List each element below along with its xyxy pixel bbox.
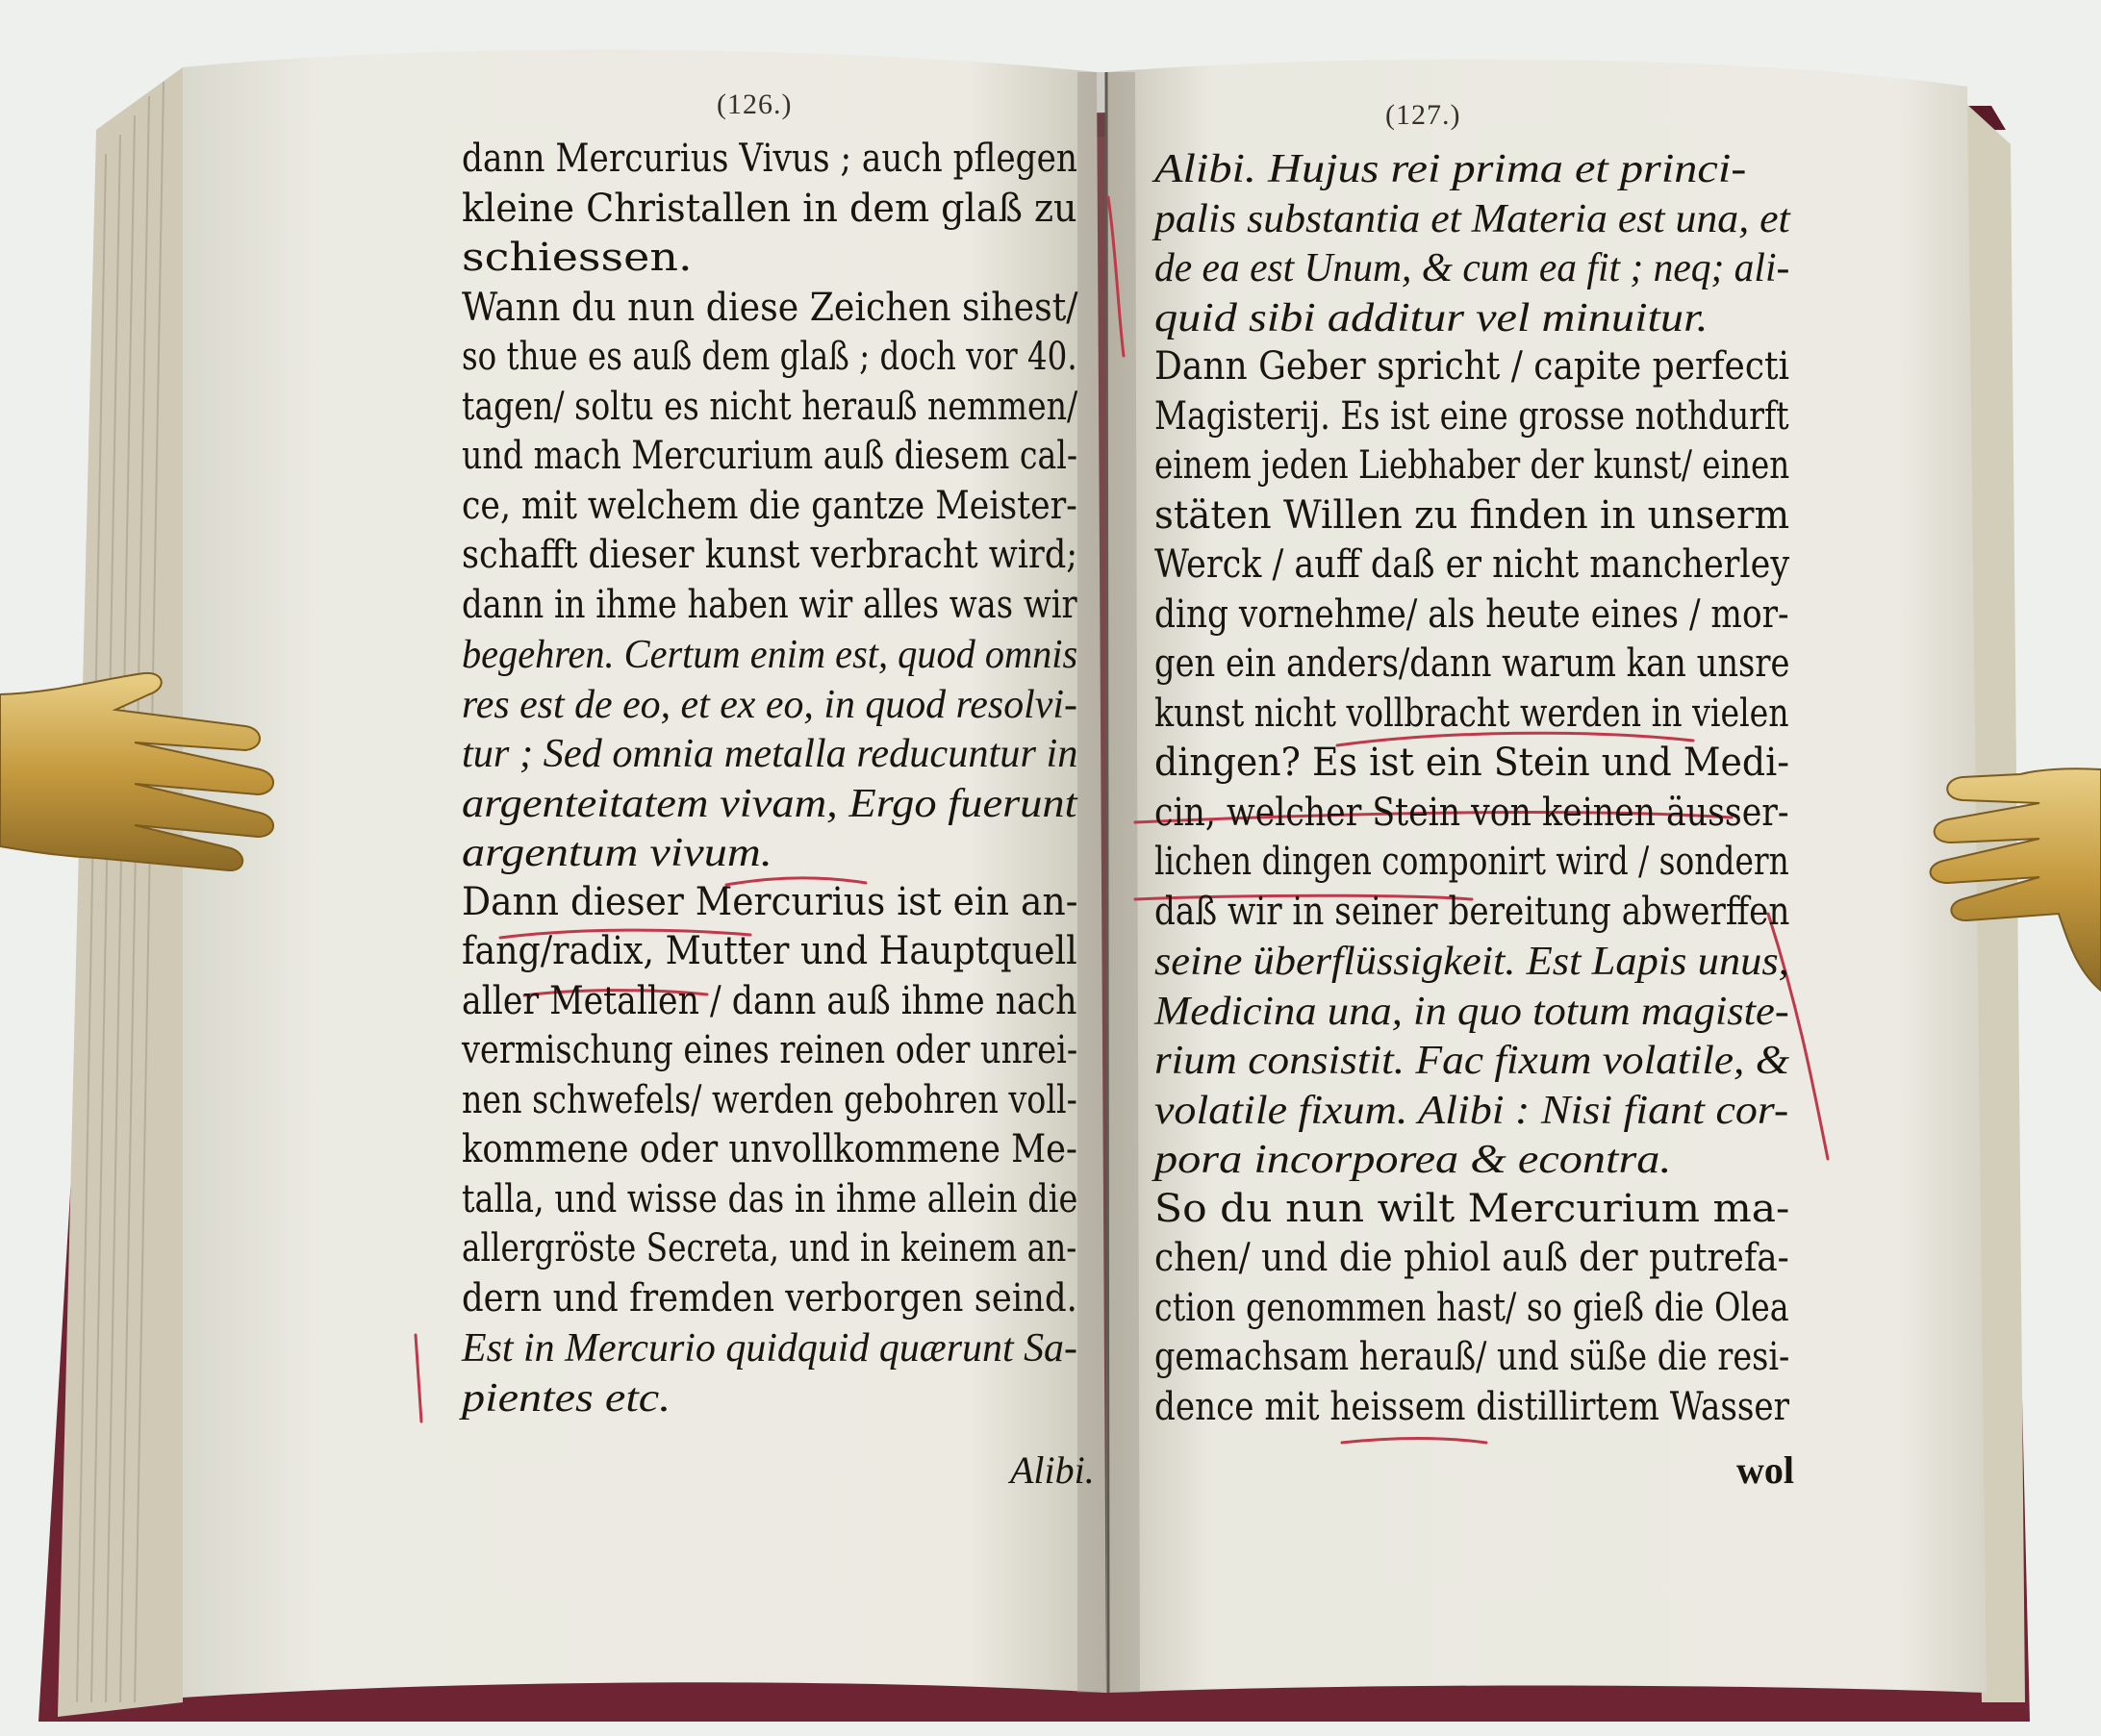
text-line: tagen/ soltu es nicht herauß nemmen/ [462,384,1078,429]
text-line: chen/ und die phiol auß der putrefa- [1154,1236,1789,1280]
text-line: talla, und wisse das in ihme allein die [462,1176,1078,1221]
text-line: dann in ihme haben wir alles was wir [462,582,1077,627]
text-line: quid sibi additur vel minuitur. [1154,295,1709,340]
text-line: begehren. Certum enim est, quod omnis [462,633,1078,677]
text-line: So du nun wilt Mercurium ma- [1154,1186,1790,1231]
text-line: vermischung eines reinen oder unrei- [462,1028,1078,1072]
text-line: tur ; Sed omnia metalla reducuntur in [462,732,1078,776]
text-line: und mach Mercurium auß diesem cal- [462,434,1078,478]
right-page [1106,0,2101,1736]
text-line: gemachsam herauß/ und süße die resi- [1154,1335,1790,1379]
text-line: argentum vivum. [462,831,772,875]
text-line: Dann dieser Mercurius ist ein an- [462,879,1078,924]
text-line: dence mit heissem distillirtem Wasser [1154,1384,1790,1429]
text-line: allergröste Secreta, und in keinem an- [462,1226,1077,1271]
text-line: so thue es auß dem glaß ; doch vor 40. [462,335,1077,379]
text-line: stäten Willen zu finden in unserm [1154,492,1790,538]
text-line: Dann Geber spricht / capite perfecti [1154,344,1790,389]
text-line: ction genommen hast/ so gieß die Olea [1154,1285,1789,1330]
text-line: cin, welcher Stein von keinen äusser- [1154,790,1789,835]
text-line: dern und fremden verborgen seind. [462,1275,1077,1321]
text-line: schiessen. [462,236,693,280]
text-line: kommene oder unvollkommene Me- [462,1127,1077,1171]
text-line: ce, mit welchem die gantze Meister- [462,483,1077,528]
text-line: pora incorporea & econtra. [1154,1138,1672,1182]
text-line: Alibi. Hujus rei prima et princi- [1154,147,1747,191]
text-line: Magisterij. Es ist eine grosse nothdurft [1154,393,1789,439]
text-line: dingen? Es ist ein Stein und Medi- [1154,741,1789,785]
text-line: nen schwefels/ werden gebohren voll- [462,1077,1077,1122]
text-line: kunst nicht vollbracht werden in vielen [1154,691,1789,736]
page-number-left: (126.) [717,88,793,120]
text-line: schafft dieser kunst verbracht wird; [462,533,1078,577]
text-line: seine überflüssigkeit. Est Lapis unus, [1154,940,1789,984]
text-line: rium consistit. Fac fixum volatile, & [1154,1039,1790,1083]
text-line: ding vornehme/ als heute eines / mor- [1154,591,1789,637]
text-line: einem jeden Liebhaber der kunst/ einen [1154,443,1790,488]
text-line: lichen dingen componirt wird / sondern [1154,840,1789,884]
text-line: aller Metallen / dann auß ihme nach [462,978,1077,1023]
text-line: Wann du nun diese Zeichen sihest/ [462,285,1078,330]
text-line: kleine Christallen in dem glaß zu [462,186,1077,231]
text-line: fang/radix, Mutter und Hauptquell [462,929,1077,973]
text-line: argenteitatem vivam, Ergo fuerunt [462,781,1077,826]
text-line: palis substantia et Materia est una, et [1154,196,1790,241]
text-line: dann Mercurius Vivus ; auch pflegen [462,137,1077,181]
text-line: pientes etc. [462,1375,671,1421]
text-line: volatile fixum. Alibi : Nisi fiant cor- [1154,1088,1789,1133]
text-line: gen ein anders/dann warum kan unsre [1154,642,1790,686]
catchword-left: Alibi. [1010,1448,1095,1492]
text-line: Est in Mercurio quidquid quærunt Sa- [462,1326,1077,1371]
text-line: Werck / auff daß er nicht mancherley [1154,542,1790,587]
text-line: Medicina una, in quo totum magiste- [1154,989,1789,1034]
text-line: de ea est Unum, & cum ea fit ; neq; ali- [1154,246,1790,290]
text-line: daß wir in seiner bereitung abwerffen [1154,889,1790,934]
page-number-right: (127.) [1385,99,1461,131]
text-line: res est de eo, et ex eo, in quod resolvi- [462,682,1077,727]
catchword-right: wol [1736,1448,1794,1492]
